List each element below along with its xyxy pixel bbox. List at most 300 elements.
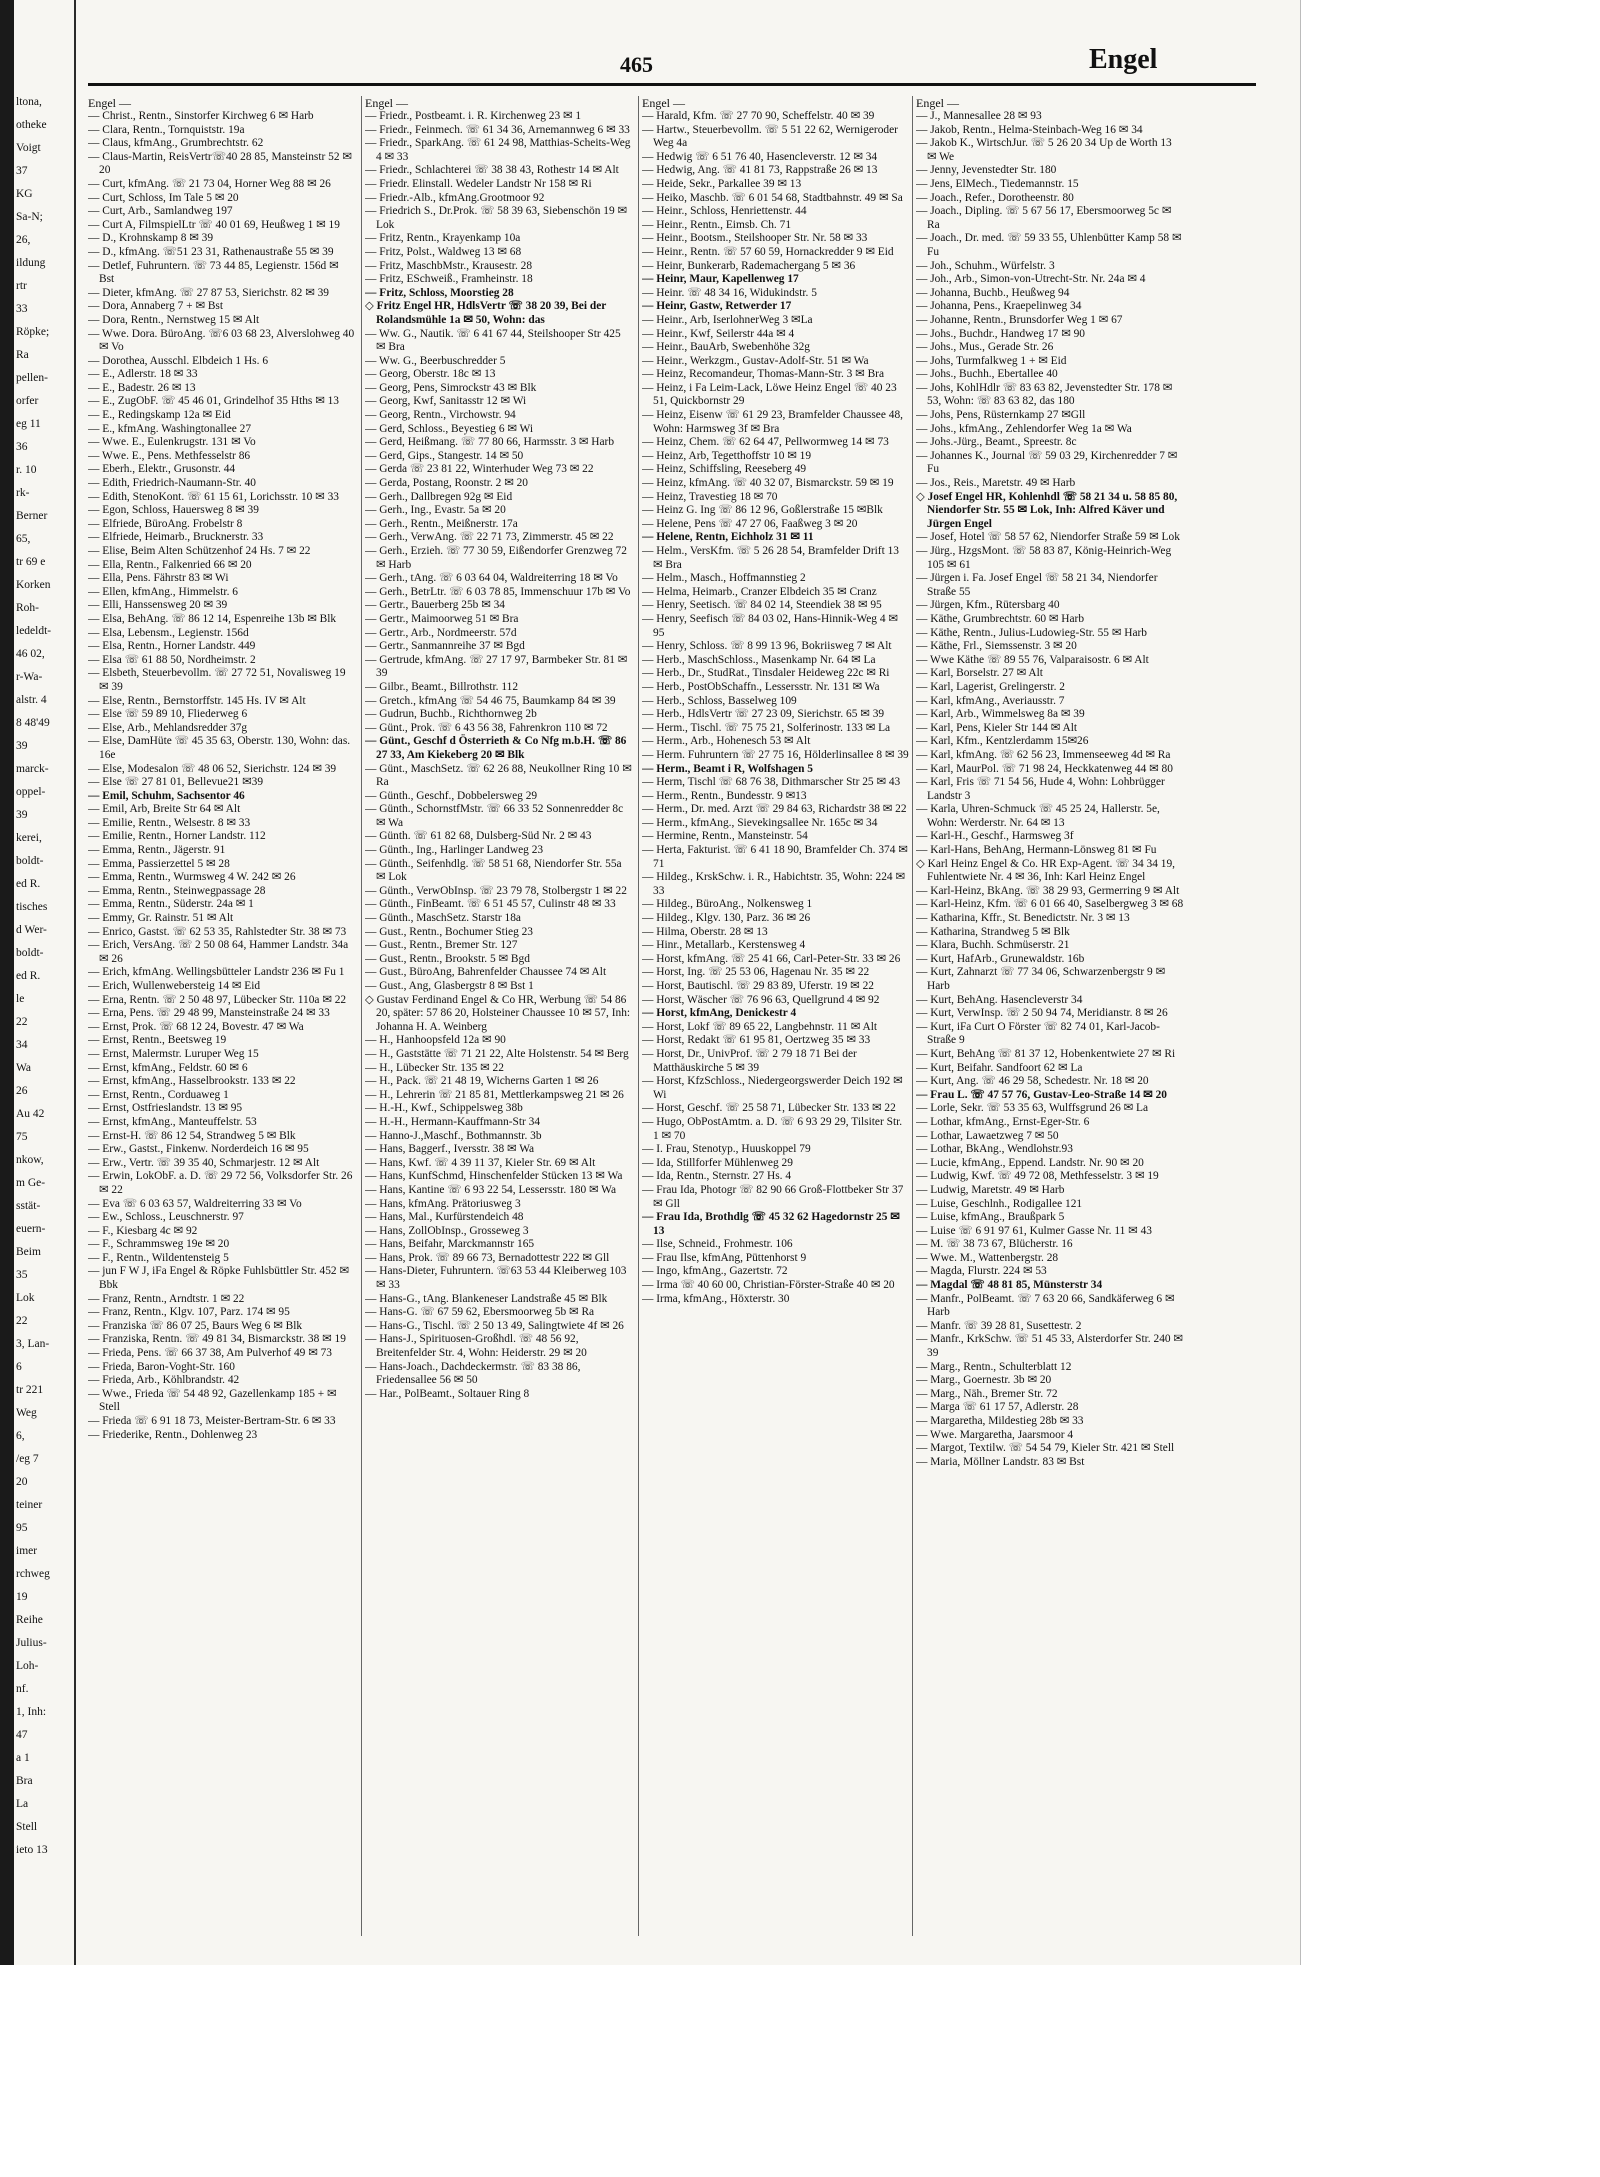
directory-entry: — Johs, KohlHdlr ☏ 83 63 82, Jevenstedter Str. 178 ✉ 53, Wohn: ☏ 83 63 82, das 180 (916, 381, 1173, 408)
directory-entry: — Marga ☏ 61 17 57, Adlerstr. 28 (916, 1401, 1079, 1414)
directory-entry: — Frieda, Pens. ☏ 66 37 38, Am Pulverhof 49 ✉ 73 (88, 1347, 332, 1360)
directory-column-1 (88, 96, 356, 1936)
directory-entry: — Emil, Schuhm, Sachsentor 46 (88, 789, 245, 802)
directory-entry: — Kurt, iFa Curt O Förster ☏ 82 74 01, Karl-Jacob-Straße 9 (916, 1020, 1160, 1047)
directory-entry: — Emilie, Rentn., Horner Landstr. 112 (88, 830, 266, 843)
directory-entry: ◇ Fritz Engel HR, HdlsVertr ☏ 38 20 39, Bei der Rolandsmühle 1a ✉ 50, Wohn: das (365, 300, 607, 326)
directory-entry: — H., Hanhoopsfeld 12a ✉ 90 (365, 1034, 506, 1047)
directory-entry: — Elise, Beim Alten Schützenhof 24 Hs. 7 ✉ 22 (88, 545, 311, 557)
directory-entry: — Lothar, BkAng., Wendlohstr.93 (916, 1143, 1073, 1156)
directory-entry: — Gerda ☏ 23 81 22, Winterhuder Weg 73 ✉ 22 (365, 463, 594, 476)
directory-entry: — jun F W J, iFa Engel & Röpke Fuhlsbüttler Str. 452 ✉ Bbk (88, 1265, 349, 1292)
directory-entry: — Horst, Dr., UnivProf. ☏ 2 79 18 71 Bei der Matthäuskirche 5 ✉ 39 (642, 1047, 857, 1074)
previous-page-fragment: r-Wa- (16, 671, 43, 683)
previous-page-fragment: La (16, 1798, 29, 1810)
previous-page-fragment: orfer (16, 395, 39, 407)
previous-page-fragment: 26 (16, 1085, 28, 1097)
directory-entry: — Curt, kfmAng. ☏ 21 73 04, Horner Weg 88 ✉ 26 (88, 177, 331, 190)
previous-page-fragment: 65, (16, 533, 31, 545)
directory-entry: — Heinr., Rentn., Eimsb. Ch. 71 (642, 218, 792, 231)
directory-entry: — Hartw., Steuerbevollm. ☏ 5 51 22 62, Wernigeroder Weg 4a (642, 123, 898, 150)
directory-entry: — Heinr, Maur, Kapellenweg 17 (642, 273, 799, 286)
directory-entry: — F., Rentn., Wildentensteig 5 (88, 1251, 229, 1264)
directory-entry: — Günth., MaschSetz. Starstr 18a (365, 912, 521, 925)
directory-entry: — Hans, Beifahr, Marckmannstr 165 (365, 1238, 535, 1251)
directory-entry: — Hans-Dieter, Fuhruntern. ☏63 53 44 Kleiberweg 103 ✉ 33 (365, 1265, 627, 1292)
directory-entry: — Heinr, Bunkerarb, Rademachergang 5 ✉ 36 (642, 259, 856, 272)
directory-entry: — Herb., Schloss, Basselweg 109 (642, 694, 797, 707)
previous-page-fragment: Beim (16, 1246, 41, 1258)
directory-entry: — Jakob K., WirtschJur. ☏ 5 26 20 34 Up de Worth 13 ✉ We (916, 137, 1172, 163)
directory-entry: — Luise ☏ 6 91 97 61, Kulmer Gasse Nr. 11 ✉ 43 (916, 1224, 1152, 1237)
directory-entry: — Ida, Rentn., Sternstr. 27 Hs. 4 (642, 1170, 792, 1183)
directory-entry: — Günt., MaschSetz. ☏ 62 26 88, Neukollner Ring 10 ✉ Ra (365, 762, 632, 789)
directory-entry: — Else, Rentn., Bernstorffstr. 145 Hs. IV ✉ Alt (88, 694, 306, 707)
directory-entry: — Heinz, Eisenw ☏ 61 29 23, Bramfelder Chaussee 48, Wohn: Harmsweg 3f ✉ Bra (642, 409, 903, 435)
directory-entry: — Egon, Schloss, Hauersweg 8 ✉ 39 (88, 504, 259, 517)
directory-entry: — Elli, Hanssensweg 20 ✉ 39 (88, 599, 228, 612)
directory-entry: — Heinr., Arb, IserlohnerWeg 3 ✉La (642, 313, 813, 326)
directory-entry: ◇ Josef Engel HR, Kohlenhdl ☏ 58 21 34 u. 58 85 80, Niendorfer Str. 55 ✉ Lok, Inh: Alfred Käver und Jürgen Engel (916, 490, 1178, 530)
directory-entry: — Hans-G., Tischl. ☏ 2 50 13 49, Salingtwiete 4f ✉ 26 (365, 1319, 624, 1332)
directory-entry: — Gertr., Arb., Nordmeerstr. 57d (365, 626, 517, 639)
directory-entry: — Johanna, Buchb., Heußweg 94 (916, 286, 1070, 299)
previous-page-fragment: sstät- (16, 1200, 41, 1212)
directory-entry: — Fritz, Polst., Waldweg 13 ✉ 68 (365, 245, 522, 258)
previous-page-fragment: Bra (16, 1775, 33, 1787)
previous-page-fragment: oppel- (16, 786, 46, 798)
directory-entry: — Elsa, BehAng. ☏ 86 12 14, Espenreihe 13b ✉ Blk (88, 612, 337, 625)
previous-page-fragment: ledeldt- (16, 625, 52, 637)
directory-entry: — Wwe. Dora. BüroAng. ☏6 03 68 23, Alverslohweg 40 ✉ Vo (88, 327, 355, 354)
directory-entry: — Herm., Rentn., Bundesstr. 9 ✉13 (642, 789, 807, 802)
directory-entry: — Kurt, BehAng. Hasencleverstr 34 (916, 993, 1083, 1006)
directory-entry: — Magda, Flurstr. 224 ✉ 53 (916, 1265, 1047, 1278)
directory-entry: — Friedr., Postbeamt. i. R. Kirchenweg 23 ✉ 1 (365, 110, 582, 122)
directory-entry: — Irma, kfmAng., Höxterstr. 30 (642, 1292, 790, 1305)
previous-page-fragment: ed R. (16, 970, 41, 982)
directory-entry: — E., Adlerstr. 18 ✉ 33 (88, 368, 198, 381)
previous-page-fragment: 33 (16, 303, 28, 315)
directory-entry: — Gerda, Postang, Roonstr. 2 ✉ 20 (365, 477, 528, 490)
directory-entry: — Emma, Rentn., Süderstr. 24a ✉ 1 (88, 898, 254, 911)
directory-entry: — Erich, VersAng. ☏ 2 50 08 64, Hammer Landstr. 34a ✉ 26 (88, 939, 349, 965)
directory-entry: — Emilie, Rentn., Welsestr. 8 ✉ 33 (88, 816, 251, 829)
directory-entry: — Hans-G. ☏ 67 59 62, Ebersmoorweg 5b ✉ Ra (365, 1306, 595, 1319)
directory-entry: — Heide, Sekr., Parkallee 39 ✉ 13 (642, 177, 802, 190)
directory-entry: — Günth., Seifenhdlg. ☏ 58 51 68, Niendorfer Str. 55a ✉ Lok (365, 857, 622, 884)
directory-entry: — Emma, Rentn., Jägerstr. 91 (88, 844, 226, 857)
directory-column-3 (642, 96, 910, 1936)
previous-page-fragment: 19 (16, 1591, 28, 1603)
directory-entry: — Ww. G., Beerbuschredder 5 (365, 354, 506, 367)
directory-entry: — Jens, ElMech., Tiedemannstr. 15 (916, 177, 1079, 190)
previous-page-fragment: ed R. (16, 878, 41, 890)
directory-entry: — Johs, Pens, Rüsternkamp 27 ✉Gll (916, 409, 1086, 422)
directory-entry: — Lorle, Sekr. ☏ 53 35 63, Wulffsgrund 26 ✉ La (916, 1102, 1149, 1115)
directory-entry: — Ilse, Schneid., Frohmestr. 106 (642, 1238, 793, 1251)
directory-entry: — H.-H., Kwf., Schippelsweg 38b (365, 1102, 523, 1115)
directory-entry: — Jos., Reis., Maretstr. 49 ✉ Harb (916, 477, 1076, 490)
directory-entry: — Hans-G., tAng. Blankeneser Landstraße 45 ✉ Blk (365, 1292, 608, 1305)
directory-entry: — Emil, Arb, Breite Str 64 ✉ Alt (88, 803, 241, 816)
directory-entry: — Kurt, Beifahr. Sandfoort 62 ✉ La (916, 1061, 1083, 1074)
directory-entry: — Gertr., Sanmannreihe 37 ✉ Bgd (365, 640, 525, 653)
directory-entry: — Ernst, kfmAng., Feldstr. 60 ✉ 6 (88, 1061, 248, 1074)
previous-page-fragment: 39 (16, 740, 28, 752)
directory-entry: — Hans, Kantine ☏ 6 93 22 54, Lessersstr. 180 ✉ Wa (365, 1183, 617, 1196)
directory-entry: — Gerh., VerwAng. ☏ 22 71 73, Zimmerstr. 45 ✉ 22 (365, 531, 614, 544)
directory-entry: — Karl, kfmAng. ☏ 62 56 23, Immenseeweg 4d ✉ Ra (916, 748, 1171, 761)
previous-page-edge (14, 0, 76, 1965)
directory-entry: — H., Lübecker Str. 135 ✉ 22 (365, 1061, 504, 1074)
directory-entry: — Karl, Kfm., Kentzlerdamm 15✉26 (916, 735, 1089, 748)
directory-entry: — Hanno-J.,Maschf., Bothmannstr. 3b (365, 1129, 542, 1142)
directory-entry: — Johs., Buchdr., Handweg 17 ✉ 90 (916, 327, 1086, 340)
directory-entry: — Frau Ida, Photogr ☏ 82 90 66 Groß-Flottbeker Str 37 ✉ Gll (642, 1183, 904, 1210)
previous-page-fragment: 36 (16, 441, 28, 453)
previous-page-fragment: Reihe (16, 1614, 43, 1626)
directory-entry: — Friedr., SparkAng. ☏ 61 24 98, Matthias-Scheits-Weg 4 ✉ 33 (365, 137, 631, 163)
directory-entry: — Magdal ☏ 48 81 85, Münsterstr 34 (916, 1279, 1103, 1292)
directory-entry: — Johs, Turmfalkweg 1 + ✉ Eid (916, 354, 1067, 367)
directory-entry: — Frau Ida, Brothdlg ☏ 45 32 62 Hagedornstr 25 ✉ 13 (642, 1211, 900, 1237)
previous-page-fragment: Julius- (16, 1637, 47, 1649)
directory-entry: — Wwe. E., Pens. Methfesselstr 86 (88, 449, 251, 462)
column-divider (912, 96, 913, 1936)
directory-entry: — Heinz, kfmAng. ☏ 40 32 07, Bismarckstr. 59 ✉ 19 (642, 477, 894, 490)
directory-entry: — Karl, Pens, Kieler Str 144 ✉ Alt (916, 721, 1078, 734)
directory-entry: — Harald, Kfm. ☏ 27 70 90, Scheffelstr. 40 ✉ 39 (642, 110, 875, 122)
directory-entry: — Ludwig, Kwf. ☏ 49 72 08, Methfesselstr. 3 ✉ 19 (916, 1170, 1159, 1183)
directory-entry: — Marg., Näh., Bremer Str. 72 (916, 1387, 1058, 1400)
directory-entry: — Friederike, Rentn., Dohlenweg 23 (88, 1428, 258, 1441)
directory-entry: — Har., PolBeamt., Soltauer Ring 8 (365, 1387, 530, 1400)
directory-entry: — Ww. G., Nautik. ☏ 6 41 67 44, Steilshooper Str 425 ✉ Bra (365, 327, 621, 354)
column-divider (638, 96, 639, 1936)
directory-entry: — Maria, Möllner Landstr. 83 ✉ Bst (916, 1455, 1085, 1468)
directory-entry: — Horst, Ing. ☏ 25 53 06, Hagenau Nr. 35 ✉ 22 (642, 966, 870, 979)
directory-entry: — Katharina, Kffr., St. Benedictstr. Nr. 3 ✉ 13 (916, 912, 1130, 925)
directory-entry: — Georg, Kwf, Sanitasstr 12 ✉ Wi (365, 395, 527, 408)
previous-page-fragment: m Ge- (16, 1177, 46, 1189)
directory-entry: — Günth. ☏ 61 82 68, Dulsberg-Süd Nr. 2 ✉ 43 (365, 830, 592, 843)
previous-page-fragment: KG (16, 188, 33, 200)
directory-entry: — Heinz, Chem. ☏ 62 64 47, Pellwormweg 14 ✉ 73 (642, 436, 889, 449)
previous-page-fragment: teiner (16, 1499, 43, 1511)
directory-entry: — Horst, Redakt ☏ 61 95 81, Oertzweg 35 ✉ 33 (642, 1034, 871, 1047)
directory-entry: — F., Kiesbarg 4c ✉ 92 (88, 1224, 198, 1237)
directory-entry: — Gerh., Dallbregen 92g ✉ Eid (365, 490, 513, 503)
directory-entry: — D., kfmAng. ☏51 23 31, Rathenaustraße 55 ✉ 39 (88, 245, 334, 258)
directory-entry: — Joach., Dr. med. ☏ 59 33 55, Uhlenbütter Kamp 58 ✉ Fu (916, 232, 1182, 258)
directory-entry: — Erich, Wullenwebersteig 14 ✉ Eid (88, 980, 261, 992)
previous-page-fragment: 22 (16, 1016, 28, 1028)
directory-entry: — Heiko, Maschb. ☏ 6 01 54 68, Stadtbahnstr. 49 ✉ Sa (642, 191, 903, 204)
directory-entry: — Marg., Rentn., Schulterblatt 12 (916, 1360, 1072, 1373)
directory-entry: — Heinr., Bootsm., Steilshooper Str. Nr. 58 ✉ 33 (642, 232, 868, 245)
directory-entry: — Else, Arb., Mehlandsredder 37g (88, 721, 248, 734)
directory-entry: — Clara, Rentn., Tornquiststr. 19a (88, 123, 245, 136)
directory-entry: — Hildeg., BüroAng., Nolkensweg 1 (642, 898, 813, 911)
previous-page-fragment: 47 (16, 1729, 28, 1741)
previous-page-fragment: 20 (16, 1476, 28, 1488)
directory-entry: — Gertrude, kfmAng. ☏ 27 17 97, Barmbeker Str. 81 ✉ 39 (365, 653, 628, 680)
directory-entry: — Karl, Borselstr. 27 ✉ Alt (916, 667, 1043, 680)
directory-entry: — Detlef, Fuhruntern. ☏ 73 44 85, Legienstr. 156d ✉ Bst (88, 259, 339, 286)
directory-entry: — Herb., MaschSchloss., Masenkamp Nr. 64 ✉ La (642, 653, 876, 666)
directory-entry: — Horst, Lokf ☏ 89 65 22, Langbehnstr. 11 ✉ Alt (642, 1020, 878, 1033)
directory-entry: — Erw., Gastst., Finkenw. Norderdeich 16 ✉ 95 (88, 1143, 309, 1156)
directory-entry: — Irma ☏ 40 60 00, Christian-Förster-Straße 40 ✉ 20 (642, 1279, 895, 1292)
previous-page-fragment: Loh- (16, 1660, 39, 1672)
directory-entry: — Heinr, Gastw, Retwerder 17 (642, 300, 792, 313)
directory-entry: — Heinr., Rentn. ☏ 57 60 59, Hornackredder 9 ✉ Eid (642, 245, 894, 258)
previous-page-fragment: pellen- (16, 372, 48, 384)
directory-entry: — Curt, Arb., Samlandweg 197 (88, 205, 233, 218)
previous-page-fragment: 6 (16, 1361, 22, 1373)
directory-entry: — Karl, Fris ☏ 71 54 56, Hude 4, Wohn: Lohbrügger Landstr 3 (916, 776, 1165, 802)
directory-entry: — Elsbeth, Steuerbevollm. ☏ 27 72 51, Novalisweg 19 ✉ 39 (88, 667, 346, 693)
directory-entry: — Frieda, Baron-Voght-Str. 160 (88, 1360, 235, 1373)
directory-entry: — Hermine, Rentn., Mansteinstr. 54 (642, 830, 808, 843)
directory-entry: — E., Redingskamp 12a ✉ Eid (88, 409, 231, 422)
directory-entry: — Christ., Rentn., Sinstorfer Kirchweg 6 ✉ Harb (88, 110, 314, 122)
directory-entry: — Dora, Rentn., Nernstweg 15 ✉ Alt (88, 313, 260, 326)
directory-entry: — Margaretha, Mildestieg 28b ✉ 33 (916, 1415, 1084, 1427)
directory-entry: — Gudrun, Buchb., Richthornweg 2b (365, 708, 537, 721)
previous-page-fragment: 1, Inh: (16, 1706, 47, 1718)
directory-entry: — Johannes K., Journal ☏ 59 03 29, Kirchenredder 7 ✉ Fu (916, 449, 1178, 476)
directory-entry: — Klara, Buchh. Schmüserstr. 21 (916, 939, 1070, 952)
directory-entry: — Franziska, Rentn. ☏ 49 81 34, Bismarckstr. 38 ✉ 19 (88, 1333, 346, 1346)
previous-page-fragment: alstr. 4 (16, 694, 47, 706)
directory-entry: — Kurt, VerwInsp. ☏ 2 50 94 74, Meridianstr. 8 ✉ 26 (916, 1007, 1168, 1020)
directory-entry: — Fritz, Rentn., Krayenkamp 10a (365, 232, 521, 245)
directory-entry: — Helm., Masch., Hoffmannstieg 2 (642, 572, 806, 585)
directory-entry: — Margot, Textilw. ☏ 54 54 79, Kieler Str. 421 ✉ Stell (916, 1442, 1175, 1455)
directory-entry: — Günth., FinBeamt. ☏ 6 51 45 57, Culinstr 48 ✉ 33 (365, 898, 616, 911)
header-rule (88, 83, 1256, 86)
previous-page-fragment: 8 48'49 (16, 717, 50, 729)
previous-page-fragment: boldt- (16, 855, 44, 867)
previous-page-fragment: Au 42 (16, 1108, 45, 1120)
directory-entry: — Friedr.-Alb., kfmAng.Grootmoor 92 (365, 191, 545, 204)
directory-entry: — Frau Ilse, kfmAng, Püttenhorst 9 (642, 1251, 807, 1264)
directory-entry: ◇ Karl Heinz Engel & Co. HR Exp-Agent. ☏ 34 34 19, Fuhlentwiete Nr. 4 ✉ 36, Inh: Karl Heinz Engel (916, 857, 1176, 884)
directory-entry: — Erna, Pens. ☏ 29 48 99, Mansteinstraße 24 ✉ 33 (88, 1007, 330, 1020)
previous-page-fragment: 26, (16, 234, 31, 246)
previous-page-fragment: r. 10 (16, 464, 37, 476)
directory-entry: — J., Mannesallee 28 ✉ 93 (916, 110, 1042, 122)
previous-page-fragment: boldt- (16, 947, 44, 959)
directory-entry: — Wwe., Frieda ☏ 54 48 92, Gazellenkamp 185 + ✉ Stell (88, 1387, 337, 1414)
directory-entry: — Johs., kfmAng., Zehlendorfer Weg 1a ✉ Wa (916, 422, 1132, 435)
previous-page-fragment: le (16, 993, 25, 1005)
directory-entry: — Herm., Tischl. ☏ 75 75 21, Solferinostr. 133 ✉ La (642, 721, 891, 734)
directory-entry: — Ella, Pens. Fährstr 83 ✉ Wi (88, 572, 229, 585)
directory-entry: ◇ Gustav Ferdinand Engel & Co HR, Werbung ☏ 54 86 20, später: 57 86 20, Holsteiner Chaussee 10 ✉ 57, Inh: Johanna H. A. Weinberg (365, 993, 631, 1033)
directory-entry: — Ida, Stillforfer Mühlenweg 29 (642, 1156, 793, 1169)
directory-entry: — Manfr. ☏ 39 28 81, Susettestr. 2 (916, 1319, 1082, 1332)
directory-entry: — Kurt, Ang. ☏ 46 29 58, Schedestr. Nr. 18 ✉ 20 (916, 1075, 1149, 1088)
directory-entry: — Herm, Tischl ☏ 68 76 38, Dithmarscher Str 25 ✉ 43 (642, 776, 901, 789)
previous-page-fragment: kerei, (16, 832, 42, 844)
previous-page-fragment: ildung (16, 257, 46, 269)
previous-page-fragment: ieto 13 (16, 1844, 48, 1856)
directory-entry: — Jürgen i. Fa. Josef Engel ☏ 58 21 34, Niendorfer Straße 55 (916, 572, 1158, 598)
directory-entry: — Dora, Annaberg 7 + ✉ Bst (88, 300, 224, 313)
directory-entry: — Georg, Rentn., Virchowstr. 94 (365, 409, 516, 422)
directory-entry: — Else, DamHüte ☏ 45 35 63, Oberstr. 130, Wohn: das. 16e (88, 735, 351, 761)
directory-entry: — Claus-Martin, ReisVertr☏40 28 85, Mansteinstr 52 ✉ 20 (88, 150, 352, 177)
directory-entry: — Fritz, Schloss, Moorstieg 28 (365, 286, 514, 299)
directory-entry: — Elsa, Rentn., Horner Landstr. 449 (88, 640, 256, 653)
directory-entry: — Frieda ☏ 6 91 18 73, Meister-Bertram-Str. 6 ✉ 33 (88, 1415, 336, 1427)
directory-entry: — Horst, kfmAng. ☏ 25 41 66, Carl-Peter-Str. 33 ✉ 26 (642, 952, 901, 965)
directory-entry: — Karl-Heinz, BkAng. ☏ 38 29 93, Germerring 9 ✉ Alt (916, 884, 1180, 897)
directory-entry: — Gerh., BetrLtr. ☏ 6 03 78 85, Immenschuur 17b ✉ Vo (365, 585, 631, 598)
directory-entry: — Heinz, Recomandeur, Thomas-Mann-Str. 3 ✉ Bra (642, 368, 885, 381)
directory-entry: — Heinr., Schloss, Henriettenstr. 44 (642, 205, 807, 218)
directory-entry: — Manfr., KrkSchw. ☏ 51 45 33, Alsterdorfer Str. 240 ✉ 39 (916, 1333, 1183, 1360)
directory-entry: — Else ☏ 27 81 01, Bellevue21 ✉39 (88, 776, 264, 789)
directory-entry: — Hedwig, Ang. ☏ 41 81 73, Rappstraße 26 ✉ 13 (642, 164, 878, 177)
directory-entry: — Hans, ZollObInsp., Grosseweg 3 (365, 1224, 529, 1237)
directory-entry: — H., Lehrerin ☏ 21 85 81, Mettlerkampsweg 21 ✉ 26 (365, 1088, 624, 1101)
directory-entry: — Joh., Arb., Simon-von-Utrecht-Str. Nr. 24a ✉ 4 (916, 273, 1146, 286)
directory-entry: — Herm., Dr. med. Arzt ☏ 29 84 63, Richardstr 38 ✉ 22 (642, 803, 907, 816)
directory-entry: — Gertr., Maimoorweg 51 ✉ Bra (365, 612, 519, 625)
directory-entry: — Hinr., Metallarb., Kerstensweg 4 (642, 939, 806, 952)
directory-entry: — Helene, Rentn, Eichholz 31 ✉ 11 (642, 531, 814, 544)
directory-entry: — Heinz G. Ing ☏ 86 12 96, Goßlerstraße 15 ✉Blk (642, 504, 883, 517)
directory-entry: — Herb., HdlsVertr ☏ 27 23 09, Sierichstr. 65 ✉ 39 (642, 708, 885, 721)
directory-entry: — Gerd, Schloss., Beyestieg 6 ✉ Wi (365, 422, 534, 435)
previous-page-fragment: tr 221 (16, 1384, 44, 1396)
previous-page-fragment: 95 (16, 1522, 28, 1534)
directory-entry: — Curt, Schloss, Im Tale 5 ✉ 20 (88, 191, 239, 204)
directory-entry: — E., ZugObF. ☏ 45 46 01, Grindelhof 35 Hths ✉ 13 (88, 395, 339, 408)
directory-entry: — Manfr., PolBeamt. ☏ 7 63 20 66, Sandkäferweg 6 ✉ Harb (916, 1292, 1175, 1319)
directory-entry: — Heinz, Arb, Tegetthoffstr 10 ✉ 19 (642, 449, 812, 462)
directory-entry: — Günth., Ing., Harlinger Landweg 23 (365, 844, 544, 857)
previous-page-fragment: euern- (16, 1223, 46, 1235)
directory-entry: — Johs.-Jürg., Beamt., Spreestr. 8c (916, 436, 1077, 449)
directory-entry: — Curt A, FilmspielLtr ☏ 40 01 69, Heußweg 1 ✉ 19 (88, 218, 340, 231)
directory-entry: — Kurt, HafArb., Grunewaldstr. 16b (916, 952, 1085, 965)
directory-entry: — Karl-Hans, BehAng, Hermann-Lönsweg 81 ✉ Fu (916, 844, 1157, 857)
directory-entry: — Frieda, Arb., Köhlbrandstr. 42 (88, 1374, 240, 1387)
directory-entry: — Emmy, Gr. Rainstr. 51 ✉ Alt (88, 912, 234, 925)
directory-entry: — Horst, kfmAng, Denickestr 4 (642, 1007, 797, 1020)
directory-entry: — Franz, Rentn., Klgv. 107, Parz. 174 ✉ 95 (88, 1306, 290, 1319)
directory-entry: — Ernst, Prok. ☏ 68 12 24, Bovestr. 47 ✉ Wa (88, 1020, 304, 1033)
directory-entry: — Edith, StenoKont. ☏ 61 15 61, Lorichsstr. 10 ✉ 33 (88, 490, 339, 503)
directory-entry: — Ernst, Rentn., Beetsweg 19 (88, 1034, 227, 1047)
directory-entry: — Karl, kfmAng., Averiausstr. 7 (916, 694, 1065, 707)
directory-entry: — Ernst, Ostfrieslandstr. 13 ✉ 95 (88, 1102, 243, 1115)
previous-page-fragment: otheke (16, 119, 47, 131)
directory-entry: — Wwe. M., Wattenbergstr. 28 (916, 1251, 1059, 1264)
directory-entry: — Johanne, Rentn., Brunsdorfer Weg 1 ✉ 67 (916, 313, 1123, 326)
directory-entry: — Wwe Käthe ☏ 89 55 76, Valparaisostr. 6 ✉ Alt (916, 653, 1149, 666)
directory-entry: — Heinr., BauArb, Swebenhöhe 32g (642, 341, 810, 354)
directory-entry: — Erich, kfmAng. Wellingsbütteler Landstr 236 ✉ Fu 1 (88, 966, 345, 979)
column-title: Engel — (365, 96, 408, 110)
directory-entry: — Karla, Uhren-Schmuck ☏ 45 25 24, Hallerstr. 5e, Wohn: Werderstr. Nr. 64 ✉ 13 (916, 803, 1160, 829)
directory-entry: — Johs., Mus., Gerade Str. 26 (916, 341, 1054, 354)
directory-entry: — Johs., Buchh., Ebertallee 40 (916, 368, 1058, 381)
previous-page-fragment: /eg 7 (16, 1453, 39, 1465)
directory-entry: — Hans, KunfSchmd, Hinschenfelder Stücken 13 ✉ Wa (365, 1170, 623, 1183)
directory-entry: — Erna, Rentn. ☏ 2 50 48 97, Lübecker Str. 110a ✉ 22 (88, 993, 347, 1006)
previous-page-fragment: 35 (16, 1269, 28, 1281)
directory-entry: — Ellen, kfmAng., Himmelstr. 6 (88, 585, 238, 598)
directory-entry: — Hugo, ObPostAmtm. a. D. ☏ 6 93 29 29, Tilsiter Str. 1 ✉ 70 (642, 1115, 903, 1142)
directory-entry: — Friedr. Elinstall. Wedeler Landstr Nr 158 ✉ Ri (365, 177, 592, 190)
directory-entry: — H., Pack. ☏ 21 48 19, Wicherns Garten 1 ✉ 26 (365, 1075, 599, 1088)
directory-entry: — Helma, Heimarb., Cranzer Elbdeich 35 ✉ Cranz (642, 585, 877, 598)
directory-entry: — Lothar, Lawaetzweg 7 ✉ 50 (916, 1129, 1059, 1142)
directory-entry: — Henry, Seetisch. ☏ 84 02 14, Steendiek 38 ✉ 95 (642, 599, 882, 612)
directory-entry: — Wwe. Margaretha, Jaarsmoor 4 (916, 1428, 1074, 1441)
previous-page-fragment: ltona, (16, 96, 42, 108)
directory-entry: — Emma, Rentn., Steinwegpassage 28 (88, 884, 266, 897)
directory-entry: — Herm., kfmAng., Sievekingsallee Nr. 165c ✉ 34 (642, 816, 878, 829)
directory-entry: — Joach., Dipling. ☏ 5 67 56 17, Ebersmoorweg 5c ✉ Ra (916, 205, 1172, 231)
directory-entry: — Franziska ☏ 86 07 25, Baurs Weg 6 ✉ Blk (88, 1319, 303, 1332)
previous-page-fragment: nf. (16, 1683, 29, 1695)
directory-entry: — Ernst-H. ☏ 86 12 54, Strandweg 5 ✉ Blk (88, 1129, 296, 1142)
directory-entry: — Herm. Fuhruntern ☏ 27 75 16, Hölderlinsallee 8 ✉ 39 (642, 748, 909, 761)
directory-entry: — Günth., SchornstfMstr. ☏ 66 33 52 Sonnenredder 8c ✉ Wa (365, 803, 624, 829)
directory-entry: — Dieter, kfmAng. ☏ 27 87 53, Sierichstr. 82 ✉ 39 (88, 286, 329, 299)
directory-entry: — Gerh., Ing., Evastr. 5a ✉ 20 (365, 504, 506, 517)
directory-entry: — Heinz, i Fa Leim-Lack, Löwe Heinz Engel ☏ 40 23 51, Quickbornstr 29 (642, 381, 897, 408)
directory-entry: — Hans-J., Spirituosen-Großhdl. ☏ 48 56 92, Breitenfelder Str. 4, Wohn: Heiderstr. 29 ✉ 20 (365, 1333, 587, 1360)
directory-entry: — Eberh., Elektr., Grusonstr. 44 (88, 463, 236, 476)
previous-page-fragment: Korken (16, 579, 51, 591)
directory-entry: — D., Krohnskamp 8 ✉ 39 (88, 232, 214, 245)
column-title: Engel — (88, 96, 131, 110)
directory-entry: — E., Badestr. 26 ✉ 13 (88, 381, 196, 394)
previous-page-fragment: 39 (16, 809, 28, 821)
directory-entry: — Ernst, Rentn., Corduaweg 1 (88, 1088, 229, 1101)
previous-page-fragment: 6, (16, 1430, 25, 1442)
directory-entry: — E., kfmAng. Washingtonallee 27 (88, 422, 252, 435)
directory-entry: — Joh., Schuhm., Würfelstr. 3 (916, 259, 1055, 272)
previous-page-fragment: Voigt (16, 142, 41, 154)
directory-entry: — Horst, Geschf. ☏ 25 58 71, Lübecker Str. 133 ✉ 22 (642, 1102, 896, 1115)
directory-entry: — Herb., PostObSchaffn., Lessersstr. Nr. 131 ✉ Wa (642, 680, 880, 693)
directory-entry: — Friedrich S., Dr.Prok. ☏ 58 39 63, Siebenschön 19 ✉ Lok (365, 205, 628, 231)
previous-page-fragment: imer (16, 1545, 38, 1557)
directory-entry: — Herm., Beamt i R, Wolfshagen 5 (642, 762, 813, 775)
directory-entry: — Enrico, Gastst. ☏ 62 53 35, Rahlstedter Str. 38 ✉ 73 (88, 925, 347, 938)
directory-entry: — Helene, Pens ☏ 47 27 06, Faaßweg 3 ✉ 20 (642, 517, 858, 530)
directory-entry: — Friedr., Feinmech. ☏ 61 34 36, Arnemannweg 6 ✉ 33 (365, 123, 630, 136)
directory-entry: — Heinr., Kwf, Seilerstr 44a ✉ 4 (642, 327, 795, 340)
directory-entry: — I. Frau, Stenotyp., Huuskoppel 79 (642, 1143, 811, 1156)
directory-entry: — Ernst, Malermstr. Luruper Weg 15 (88, 1047, 259, 1060)
directory-entry: — Gerh., tAng. ☏ 6 03 64 04, Waldreiterring 18 ✉ Vo (365, 572, 618, 585)
directory-entry: — Gust., Rentn., Brookstr. 5 ✉ Bgd (365, 952, 530, 965)
directory-entry: — Gretch., kfmAng ☏ 54 46 75, Baumkamp 84 ✉ 39 (365, 694, 616, 707)
previous-page-fragment: rk- (16, 487, 30, 499)
directory-entry: — Elsa, Lebensm., Legienstr. 156d (88, 626, 249, 639)
directory-entry: — Elfriede, BüroAng. Frobelstr 8 (88, 517, 243, 530)
